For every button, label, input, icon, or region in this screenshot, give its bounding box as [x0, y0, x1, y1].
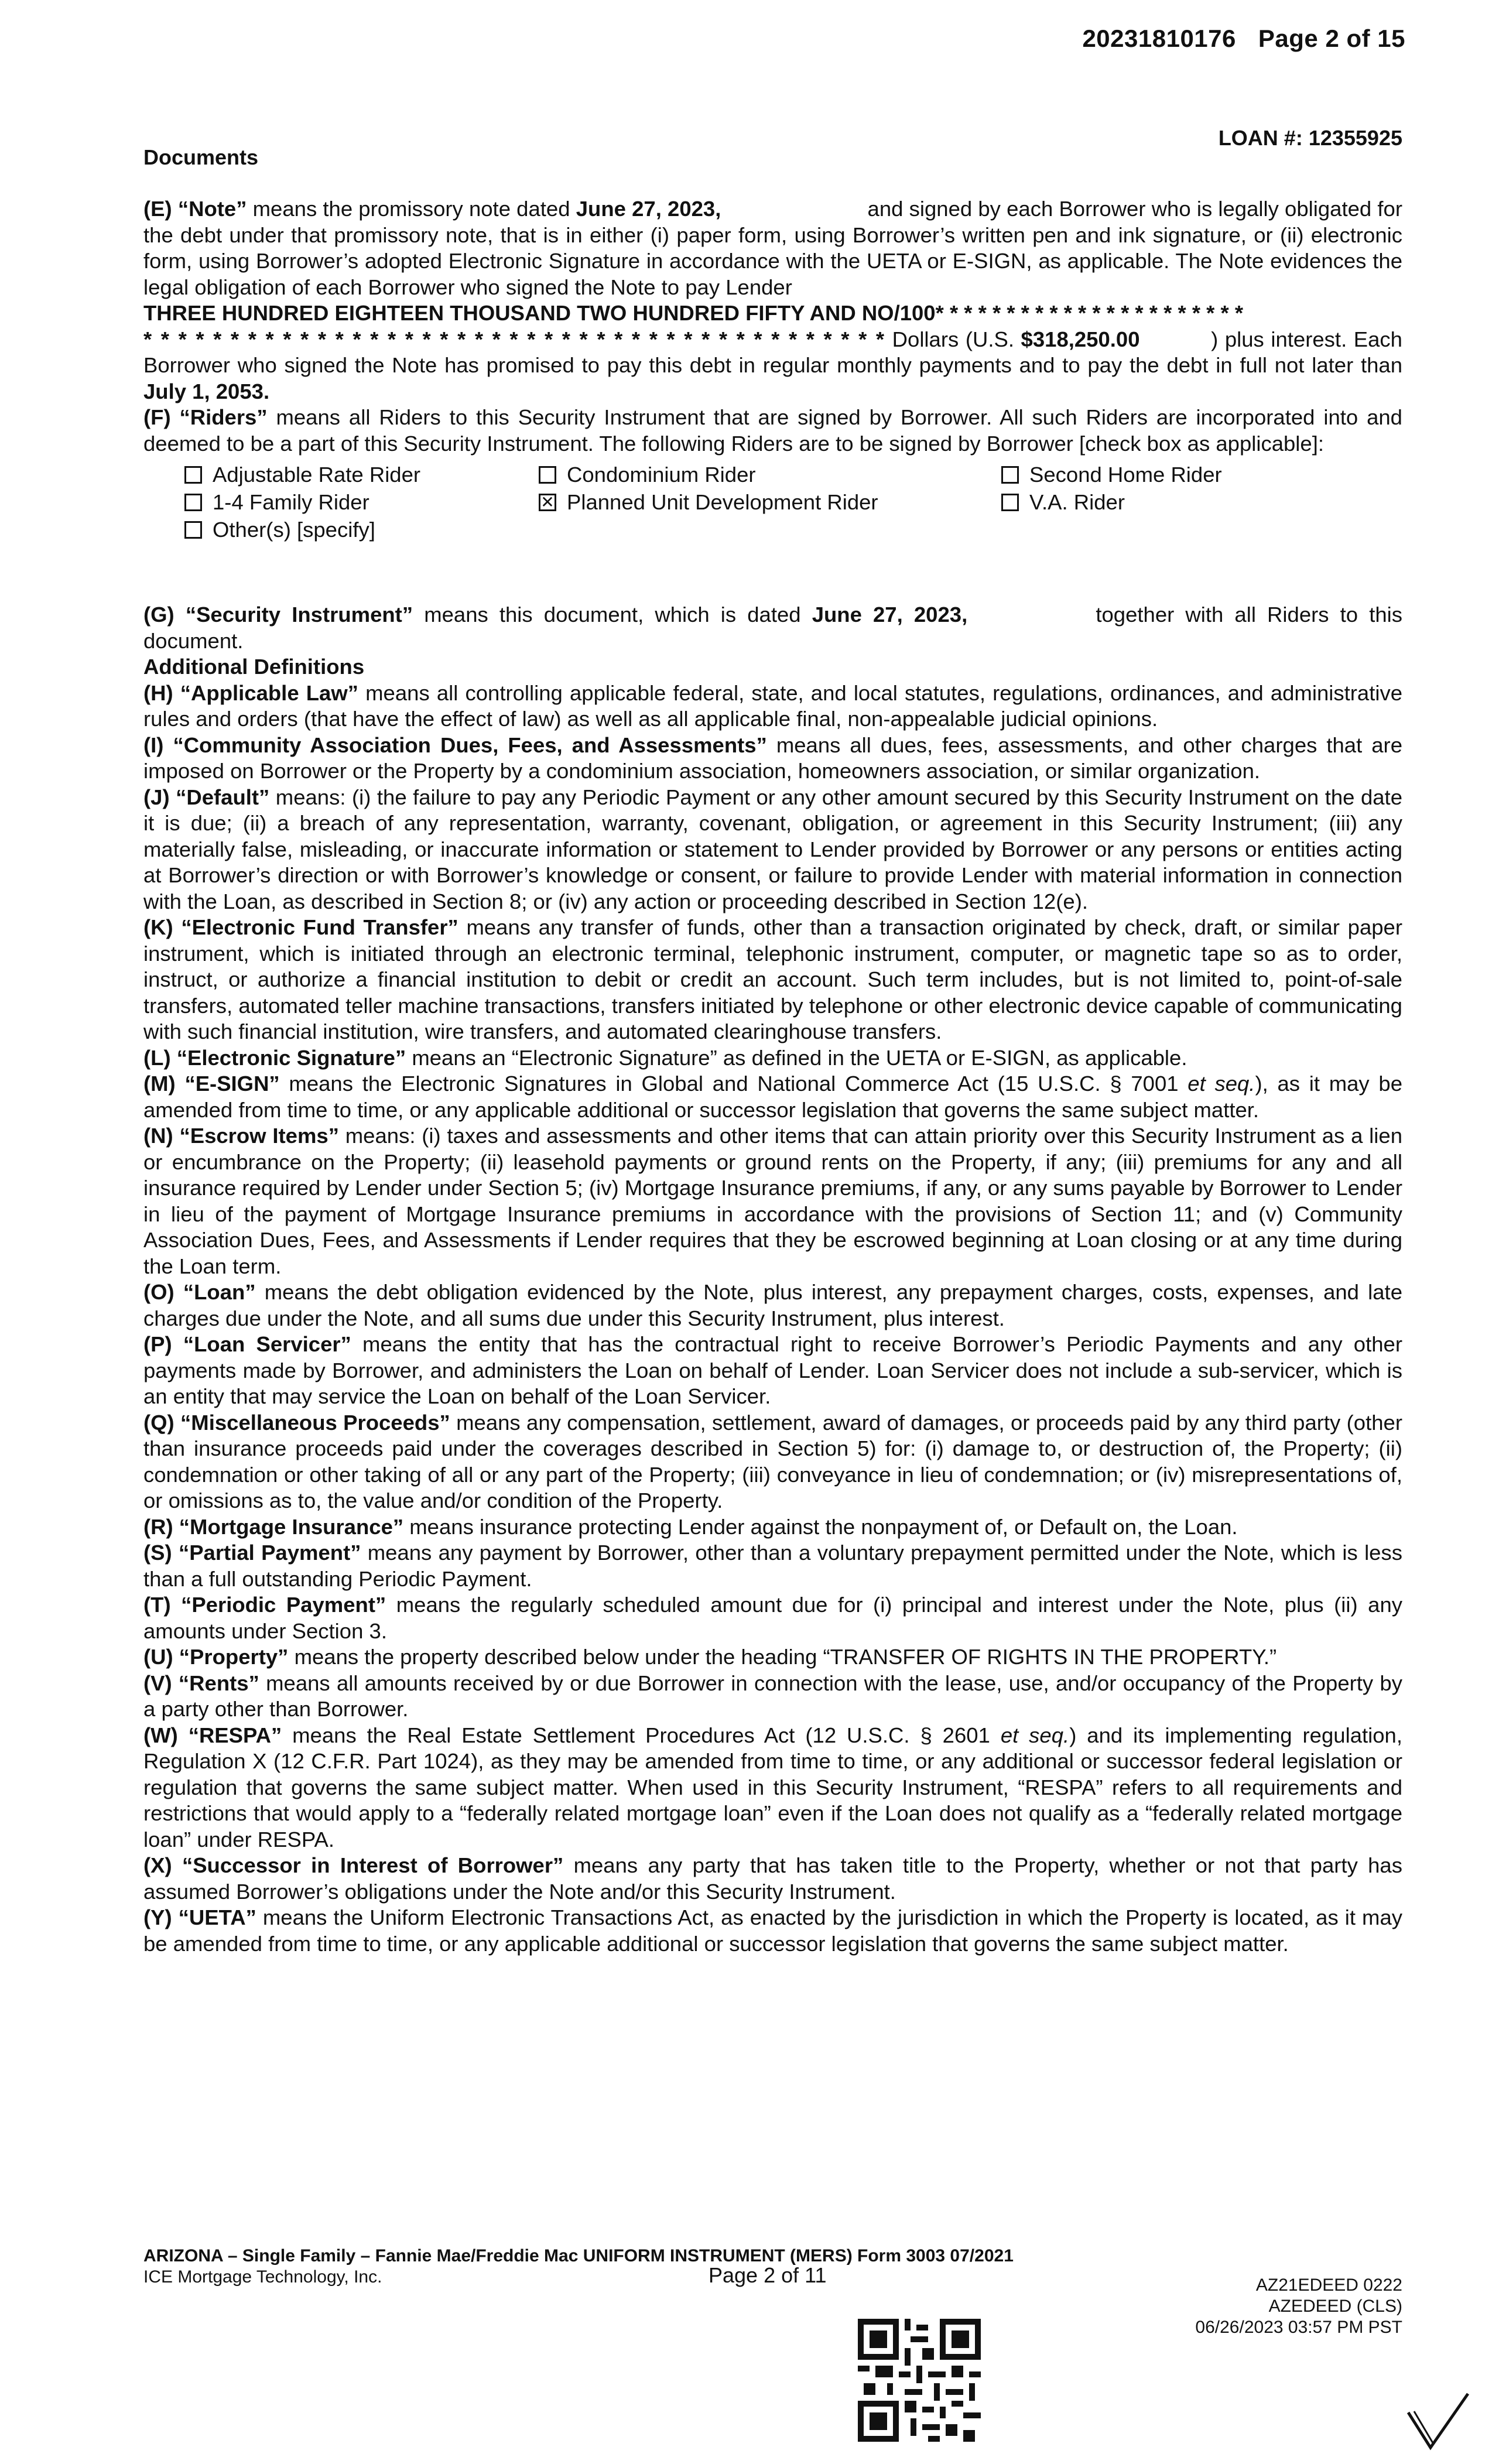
checkbox[interactable]: [539, 466, 556, 484]
riders-checklist: [184, 461, 1402, 543]
loan-amount-words: THREE HUNDRED EIGHTEEN THOUSAND TWO HUNDRED FIFTY AND NO/100* * * * * * * * * * * * * * * * * * * * * *: [143, 301, 1244, 325]
definition-successor: (X) “Successor in Interest of Borrower” means any party that has taken title to the Property, whether or not that party has assumed Borrower’s obligations under the Note and/or this Security Instrument.: [143, 1853, 1402, 1904]
recording-number: 20231810176: [1082, 25, 1236, 52]
definition-default: (J) “Default” means: (i) the failure to pay any Periodic Payment or any other amount secured by this Security Instrument on the date it is due; (ii) a breach of any representation, warranty, covenant, obligation, or agreement in this Security Instrument; (iii) any materially false, misleading, or inaccurate information or statement to Lender provided by Borrower or any persons or entities acting at Borrower’s direction or with Borrower’s knowledge or consent, or failure to provide Lender with material information in connection with the Loan, as described in Section 8; or (iv) any action or proceeding described in Section 12(e).: [143, 785, 1402, 913]
definition-eft: (K) “Electronic Fund Transfer” means any transfer of funds, other than a transaction originated by check, draft, or similar paper instrument, which is initiated through an electronic terminal, telephonic instrument, computer, or magnetic tape so as to order, instruct, or authorize a financial institution to debit or credit an account. Such term includes, but is not limited to, point-of-sale transfers, automated teller machine transactions, transfers initiated by telephone or other electronic device capable of communicating with such financial institution, wire transfers, and automated clearinghouse transfers.: [143, 915, 1402, 1043]
checkbox[interactable]: [184, 521, 202, 539]
section-title: Documents: [143, 145, 259, 169]
checkbox-checked[interactable]: ✕: [539, 494, 556, 511]
checkbox[interactable]: [184, 466, 202, 484]
checkbox[interactable]: [1001, 494, 1019, 511]
definition-note: (E) “Note” means the promissory note dated June 27, 2023, and signed by each Borrower who is legally obligated for the debt under that promissory note, that is in either (i) paper form, using Borrower’s written pen and ink signature, or (ii) electronic form, using Borrower’s adopted Electronic Signature in accordance with the UETA or E-SIGN, as applicable. The Note evidences the legal obligation of each Borrower who signed the Note to pay Lender THREE HUNDRED EIGHTEEN THOUSAND TWO HUNDRED FIFTY AND NO/100* * * * * * * * * * * * * * * * * * * * * * * * * * * * * * * * * * * * * * * * * * * * * * * * * * * * * * * * * * * * * * * * * Dollars (U.S. $318,250.00 ) plus interest. Each Borrower who signed the Note has promised to pay this debt in regular monthly payments and to pay the debt in full not later than July 1, 2053.: [143, 197, 1402, 403]
definition-property: (U) “Property” means the property described below under the heading “TRANSFER OF RIGHTS IN THE PROPERTY.”: [143, 1645, 1277, 1669]
recording-page: Page 2 of 15: [1258, 25, 1405, 52]
definition-ueta: (Y) “UETA” means the Uniform Electronic Transactions Act, as enacted by the jurisdiction in which the Property is located, as it may be amended from time to time, or any applicable additional or successor legislation that governs the same subject matter.: [143, 1905, 1402, 1956]
additional-definitions-heading: Additional Definitions: [143, 655, 365, 679]
checkbox[interactable]: [1001, 466, 1019, 484]
definition-security-instrument: (G) “Security Instrument” means this document, which is dated June 27, 2023, together with all Riders to this document.: [143, 603, 1402, 653]
definition-periodic-payment: (T) “Periodic Payment” means the regularly scheduled amount due for (i) principal and interest under the Note, plus (ii) any amounts under Section 3.: [143, 1593, 1402, 1643]
rider-va[interactable]: V.A. Rider: [1001, 489, 1294, 516]
rider-1-4-family[interactable]: 1-4 Family Rider: [184, 489, 539, 516]
definition-escrow-items: (N) “Escrow Items” means: (i) taxes and assessments and other items that can attain priority over this Security Instrument as a lien or encumbrance on the Property; (ii) leasehold payments or ground rents on the Property, if any; (iii) premiums for any and all insurance required by Lender under Section 5; (iv) Mortgage Insurance premiums, if any, or any sums payable by Borrower to Lender in lieu of the payment of Mortgage Insurance premiums in accordance with the provisions of Section 11; and (v) Community Association Dues, Fees, and Assessments if Lender requires that they be escrowed beginning at Loan closing or at any time during the Loan term.: [143, 1124, 1403, 1278]
definition-electronic-signature: (L) “Electronic Signature” means an “Electronic Signature” as defined in the UETA or E-SIGN, as applicable.: [143, 1045, 1187, 1070]
definition-misc-proceeds: (Q) “Miscellaneous Proceeds” means any compensation, settlement, award of damages, or proceeds paid by any third party (other than insurance proceeds paid under the coverages described in Section 5) for: (i) damage to, or destruction of, the Property; (ii) condemnation or other taking of all or any part of the Property; (iii) conveyance in lieu of condemnation; or (iv) misrepresentations of, or omissions as to, the value and/or condition of the Property.: [143, 1410, 1403, 1512]
rider-condominium[interactable]: Condominium Rider: [539, 461, 1001, 488]
rider-other[interactable]: Other(s) [specify]: [184, 516, 539, 543]
vendor-name: ICE Mortgage Technology, Inc.: [143, 2267, 382, 2287]
definition-riders: (F) “Riders” means all Riders to this Security Instrument that are signed by Borrower. All such Riders are incorporated into and deemed to be a part of this Security Instrument. The following Riders are to be signed by Borrower [check box as applicable]:: [143, 405, 1402, 456]
maturity-date: July 1, 2053.: [143, 379, 270, 403]
rider-adjustable-rate[interactable]: Adjustable Rate Rider: [184, 461, 539, 488]
rider-second-home[interactable]: Second Home Rider: [1001, 461, 1294, 488]
definition-esign: (M) “E-SIGN” means the Electronic Signatures in Global and National Commerce Act (15 U.S.C. § 7001 et seq.), as it may be amended from time to time, or any applicable additional or successor legislation that governs the same subject matter.: [143, 1072, 1403, 1122]
page-number: Page 2 of 11: [709, 2263, 827, 2287]
rider-pud[interactable]: ✕ Planned Unit Development Rider: [539, 489, 1001, 516]
definition-mortgage-insurance: (R) “Mortgage Insurance” means insurance protecting Lender against the nonpayment of, or Default on, the Loan.: [143, 1514, 1238, 1539]
definition-applicable-law: (H) “Applicable Law” means all controlling applicable federal, state, and local statutes, regulations, ordinances, and administrative rules and orders (that have the effect of law) as well as all applicable final, non-appealable judicial opinions.: [143, 680, 1402, 731]
definition-partial-payment: (S) “Partial Payment” means any payment by Borrower, other than a voluntary prepayment permitted under the Note, which is less than a full outstanding Periodic Payment.: [143, 1541, 1402, 1591]
definition-rents: (V) “Rents” means all amounts received by or due Borrower in connection with the lease, use, and/or occupancy of the Property by a party other than Borrower.: [143, 1671, 1402, 1721]
document-body: [143, 196, 1402, 1957]
barcode-icon: [858, 2319, 981, 2442]
definition-loan-servicer: (P) “Loan Servicer” means the entity that has the contractual right to receive Borrower’s Periodic Payments and any other payments made by Borrower, and administers the Loan on behalf of Lender. Loan Servicer does not include a sub-servicer, which is an entity that may service the Loan on behalf of the Loan Servicer.: [143, 1332, 1402, 1408]
check-mark-icon: [1402, 2389, 1473, 2453]
loan-amount: $318,250.00: [1021, 327, 1140, 351]
form-codes: AZ21EDEED 0222 AZEDEED (CLS) 06/26/2023 03:57 PM PST: [1195, 2275, 1402, 2337]
definition-loan: (O) “Loan” means the debt obligation evidenced by the Note, plus interest, any prepayment charges, costs, expenses, and late charges due under the Note, and all sums due under this Security Instrument, plus interest.: [143, 1280, 1402, 1330]
definition-community-dues: (I) “Community Association Dues, Fees, and Assessments” means all dues, fees, assessments, and other charges that are imposed on Borrower or the Property by a condominium association, homeowners association, or similar organization.: [143, 733, 1402, 783]
page-footer: [143, 2246, 1402, 2337]
recording-stamp: [1060, 25, 1405, 53]
form-identifier: ARIZONA – Single Family – Fannie Mae/Freddie Mac UNIFORM INSTRUMENT (MERS) Form 3003 07/2021: [143, 2246, 1014, 2265]
loan-number: LOAN #: 12355925: [1218, 126, 1402, 150]
definition-respa: (W) “RESPA” means the Real Estate Settlement Procedures Act (12 U.S.C. § 2601 et seq.) and its implementing regulation, Regulation X (12 C.F.R. Part 1024), as they may be amended from time to time, or any additional or successor federal legislation or regulation that governs the same subject matter. When used in this Security Instrument, “RESPA” refers to all requirements and restrictions that would apply to a “federally related mortgage loan” even if the Loan does not qualify as a “federally related mortgage loan” under RESPA.: [143, 1723, 1402, 1852]
checkbox[interactable]: [184, 494, 202, 511]
